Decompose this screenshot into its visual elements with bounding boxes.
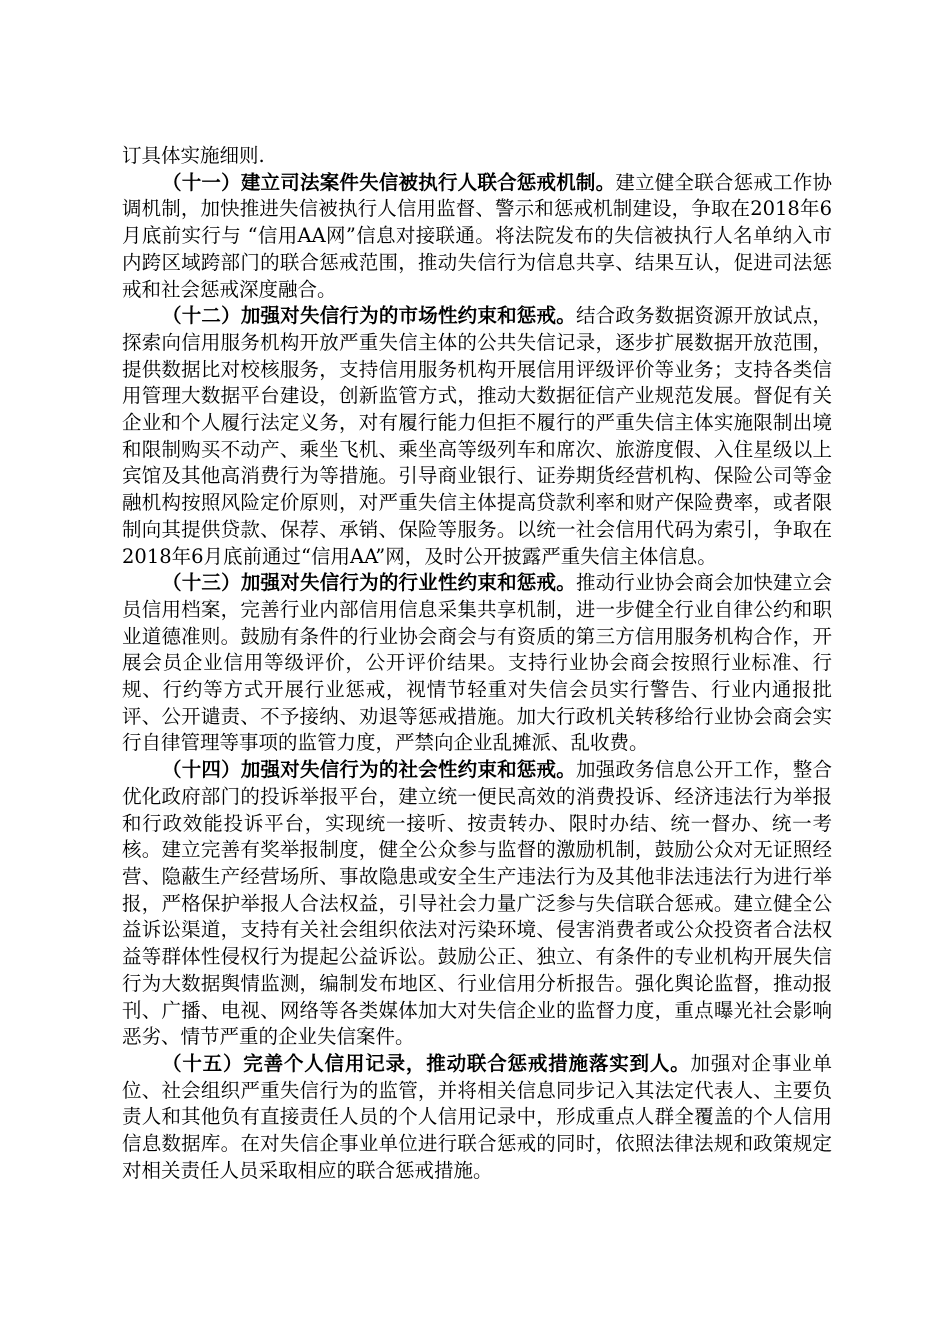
paragraph-body: 订具体实施细则. [122,144,265,167]
paragraph-body: 加强对企事业单位、社会组织严重失信行为的监管，并将相关信息同步记入其法定代表人、主要负责人和其他负有直接责任人员的个人信用记录中，形成重点人群全覆盖的个人信用信息数据库。在对失信企事业单位进行联合惩戒的同时，依照法律法规和政策规定对相关责任人员采取相应的联合惩戒措施。 [122,1051,832,1182]
document-page [122,143,832,1184]
paragraph-section-11 [122,170,832,304]
paragraph-section-15 [122,1051,832,1185]
section-heading: （十二）加强对失信行为的市场性约束和惩戒。 [162,304,576,328]
section-heading: （十一）建立司法案件失信被执行人联合惩戒机制。 [162,170,616,194]
paragraph-body: 加强政务信息公开工作，整合优化政府部门的投诉举报平台，建立统一便民高效的消费投诉、经济违法行为举报和行政效能投诉平台，实现统一接听、按责转办、限时办结、统一督办、统一考核。建立完善有奖举报制度，健全公众参与监督的激励机制，鼓励公众对无证照经营、隐蔽生产经营场所、事故隐患或安全生产违法行为及其他非法违法行为进行举报，严格保护举报人合法权益，引导社会力量广泛参与失信联合惩戒。建立健全公益诉讼渠道，支持有关社会组织依法对污染环境、侵害消费者或公众投资者合法权益等群体性侵权行为提起公益诉讼。鼓励公正、独立、有条件的专业机构开展失信行为大数据舆情监测，编制发布地区、行业信用分析报告。强化舆论监督，推动报刊、广播、电视、网络等各类媒体加大对失信企业的监督力度，重点曝光社会影响恶劣、情节严重的企业失信案件。 [122,758,832,1049]
paragraph-body: 结合政务数据资源开放试点，探索向信用服务机构开放严重失信主体的公共失信记录，逐步扩展数据开放范围，提供数据比对校核服务，支持信用服务机构开展信用评级评价等业务；支持各类信用管理大数据平台建设，创新监管方式，推动大数据征信产业规范发展。督促有关企业和个人履行法定义务，对有履行能力但拒不履行的严重失信主体实施限制出境和限制购买不动产、乘坐飞机、乘坐高等级列车和席次、旅游度假、入住星级以上宾馆及其他高消费行为等措施。引导商业银行、证券期货经营机构、保险公司等金融机构按照风险定价原则，对严重失信主体提高贷款利率和财产保险费率，或者限制向其提供贷款、保荐、承销、保险等服务。以统一社会信用代码为索引，争取在2018年6月底前通过“信用AA”网，及时公开披露严重失信主体信息。 [122,304,832,568]
paragraph-body: 推动行业协会商会加快建立会员信用档案，完善行业内部信用信息采集共享机制，进一步健全行业自律公约和职业道德准则。鼓励有条件的行业协会商会与有资质的第三方信用服务机构合作，开展会员企业信用等级评价，公开评价结果。支持行业协会商会按照行业标准、行规、行约等方式开展行业惩戒，视情节轻重对失信会员实行警告、行业内通报批评、公开谴责、不予接纳、劝退等惩戒措施。加大行政机关转移给行业协会商会实行自律管理等事项的监管力度，严禁向企业乱摊派、乱收费。 [122,571,832,755]
paragraph-section-12 [122,303,832,570]
paragraph-section-13 [122,570,832,757]
paragraph-section-14 [122,757,832,1051]
paragraph-continuation [122,143,832,170]
section-heading: （十五）完善个人信用记录，推动联合惩戒措施落实到人。 [162,1051,691,1075]
section-heading: （十三）加强对失信行为的行业性约束和惩戒。 [162,571,576,595]
section-heading: （十四）加强对失信行为的社会性约束和惩戒。 [162,758,576,782]
paragraph-body: 建立健全联合惩戒工作协调机制，加快推进失信被执行人信用监督、警示和惩戒机制建设，争取在2018年6月底前实行与 “信用AA网”信息对接联通。将法院发布的失信被执行人名单纳入市内跨区域跨部门的联合惩戒范围，推动失信行为信息共享、结果互认，促进司法惩戒和社会惩戒深度融合。 [122,170,832,301]
